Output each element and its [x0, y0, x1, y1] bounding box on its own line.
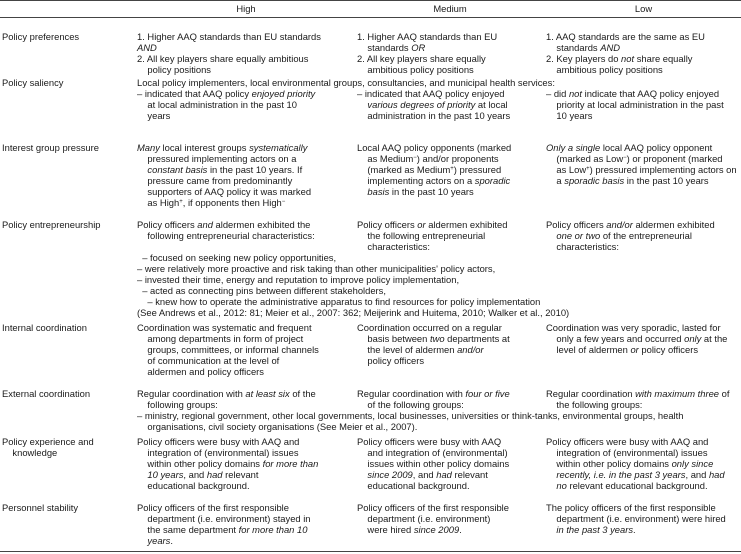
- column-header-medium: Medium: [433, 3, 467, 14]
- row-label-interest-group-pressure: Interest group pressure: [2, 142, 99, 153]
- list-item: – focused on seeking new policy opportunities,: [142, 252, 337, 263]
- column-header-high: High: [236, 3, 256, 14]
- external-coordination-high: Regular coordination with at least six of the following groups:: [137, 388, 316, 410]
- table-top-rule: [0, 0, 741, 1]
- policy-preferences-medium: 1. Higher AAQ standards than EU standards OR 2. All key players share equally ambitious policy positions: [357, 31, 498, 75]
- policy-experience-medium: Policy officers were busy with AAQ and integration of (environmental) issues within other policy domains since 2009, and had relevant educational background.: [357, 436, 510, 491]
- column-header-low: Low: [634, 3, 653, 14]
- policy-experience-high: Policy officers were busy with AAQ and integration of (environmental) issues within other policy domains for more than 10 years, and had relevant educational background.: [137, 436, 319, 491]
- policy-preferences-high: 1. Higher AAQ standards than EU standards AND 2. All key players share equally ambitious policy positions: [137, 31, 321, 75]
- external-coordination-low: Regular coordination with maximum three of the following groups:: [546, 388, 730, 410]
- citation: (See Andrews et al., 2012: 81; Meier et al., 2007: 362; Meijerink and Huitema, 2010; Walker et al., 2010): [137, 307, 570, 318]
- row-label-policy-saliency: Policy saliency: [2, 77, 64, 88]
- row-label-external-coordination: External coordination: [2, 388, 91, 399]
- policy-experience-low: Policy officers were busy with AAQ and integration of (environmental) issues within other policy domains only since recently, i.e. in the past 3 years, and had no relevant educational background.: [546, 436, 725, 491]
- row-label-personnel-stability: Personnel stability: [2, 502, 79, 513]
- external-coordination-medium: Regular coordination with four or five of the following groups:: [357, 388, 510, 410]
- list-item: – invested their time, energy and reputation to improve policy implementation,: [137, 274, 460, 285]
- policy-saliency-low: – did not indicate that AAQ policy enjoyed priority at local administration in the past 10 years: [546, 88, 724, 121]
- policy-entrepreneurship-high: Policy officers and aldermen exhibited the following entrepreneurial characteristics:: [137, 219, 315, 241]
- table-bottom-rule: [0, 551, 741, 552]
- personnel-stability-high: Policy officers of the first responsible department (i.e. environment) stayed in the same department for more than 10 years.: [137, 502, 311, 546]
- entrepreneurship-characteristics-list: [137, 252, 741, 318]
- internal-coordination-medium: Coordination occurred on a regular basis between two departments at the level of aldermen and/or policy officers: [357, 322, 510, 366]
- internal-coordination-high: Coordination was systematic and frequent among departments in form of project groups, committees, or informal channels of communication at the level of aldermen and policy officers: [137, 322, 319, 377]
- policy-preferences-low: 1. AAQ standards are the same as EU standards AND 2. Key players do not share equally ambitious policy positions: [546, 31, 705, 75]
- interest-group-pressure-low: Only a single local AAQ policy opponent (marked as Low−) or proponent (marked as Low+) pressured implementing actors on a sporadic basis in the past 10 years: [546, 142, 737, 186]
- interest-group-pressure-medium: Local AAQ policy opponents (marked as Medium−) and/or proponents (marked as Medium+) pressured implementing actors on a sporadic basis in the past 10 years: [357, 142, 512, 197]
- policy-entrepreneurship-low: Policy officers and/or aldermen exhibited one or two of the entrepreneurial characteristics:: [546, 219, 715, 252]
- policy-entrepreneurship-medium: Policy officers or aldermen exhibited the following entrepreneurial characteristics:: [357, 219, 508, 252]
- list-item: – knew how to operate the administrative apparatus to find resources for policy implementation: [147, 296, 541, 307]
- interest-group-pressure-high: Many local interest groups systematically pressured implementing actors on a constant basis in the past 10 years. If pressure came from predominantly supporters of AAQ policy it was marked as High+, if opponents then High−: [137, 142, 312, 208]
- list-item: – were relatively more proactive and risk taking than other municipalities' policy actors,: [137, 263, 496, 274]
- row-label-policy-entrepreneurship: Policy entrepreneurship: [2, 219, 101, 230]
- internal-coordination-low: Coordination was very sporadic, lasted for only a few years and occurred only at the level of aldermen or policy officers: [546, 322, 728, 355]
- policy-saliency-high: – indicated that AAQ policy enjoyed priority at local administration in the past 10 years: [137, 88, 316, 121]
- external-coordination-groups: – ministry, regional government, other local governments, local businesses, universities or think-tanks, environmental groups, health organisations, civil society organisations (See Meier et al., 2007).: [137, 410, 684, 432]
- list-item: – acted as connecting pins between different stakeholders,: [142, 285, 386, 296]
- row-label-policy-experience: Policy experience and knowledge: [2, 436, 94, 458]
- policy-saliency-spanning-text: Local policy implementers, local environmental groups, consultancies, and municipal health services:: [137, 77, 555, 88]
- header-rule: [0, 17, 741, 18]
- personnel-stability-medium: Policy officers of the first responsible department (i.e. environment) were hired since 2009.: [357, 502, 509, 535]
- personnel-stability-low: The policy officers of the first responsible department (i.e. environment) were hired in the past 3 years.: [546, 502, 726, 535]
- row-label-policy-preferences: Policy preferences: [2, 31, 80, 42]
- policy-saliency-medium: – indicated that AAQ policy enjoyed various degrees of priority at local administration in the past 10 years: [357, 88, 511, 121]
- row-label-internal-coordination: Internal coordination: [2, 322, 87, 333]
